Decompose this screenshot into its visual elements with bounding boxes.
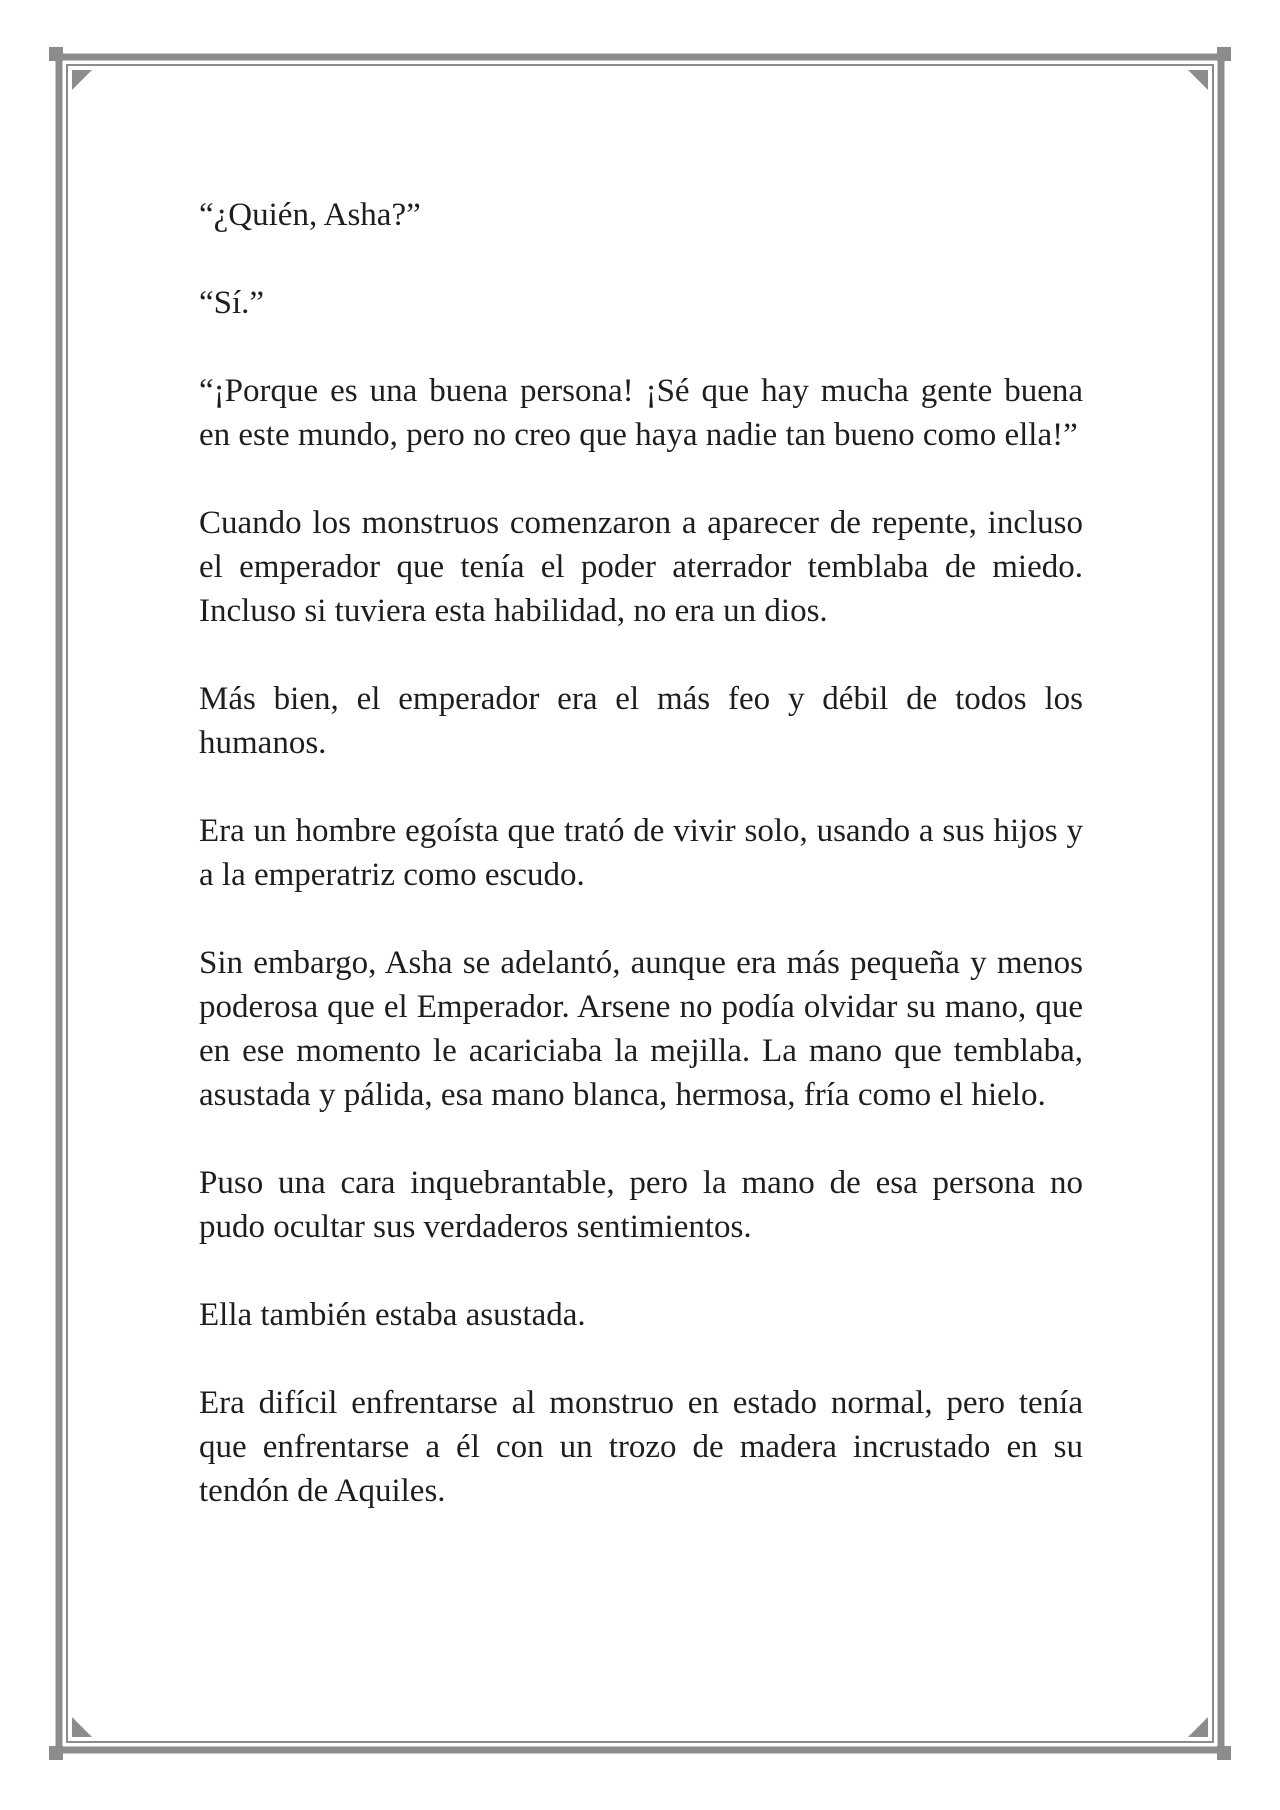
- paragraph-5: Más bien, el emperador era el más feo y débil de todos los humanos.: [199, 681, 1083, 761]
- paragraph-4: Cuando los monstruos comenzaron a aparecer de repente, incluso el emperador que tenía el poder aterrador temblaba de miedo. Incluso si tuviera esta habilidad, no era un dios.: [199, 505, 1083, 629]
- paragraph-9: Ella también estaba asustada.: [199, 1297, 586, 1333]
- corner-square-top-left: [49, 47, 63, 61]
- paragraph-6: Era un hombre egoísta que trató de vivir solo, usando a sus hijos y a la emperatriz como escudo.: [199, 813, 1083, 893]
- paragraph-2: “Sí.”: [199, 285, 265, 321]
- corner-triangle-bottom-left: [72, 1717, 92, 1737]
- corner-square-top-right: [1217, 47, 1231, 61]
- document-body: [199, 193, 1083, 1513]
- paragraph-1: “¿Quién, Asha?”: [199, 197, 421, 233]
- corner-square-bottom-left: [49, 1746, 63, 1760]
- corner-triangle-top-right: [1188, 70, 1208, 90]
- corner-triangle-top-left: [72, 70, 92, 90]
- paragraph-10: Era difícil enfrentarse al monstruo en estado normal, pero tenía que enfrentarse a él con un trozo de madera incrustado en su tendón de Aquiles.: [199, 1385, 1083, 1509]
- paragraph-7: Sin embargo, Asha se adelantó, aunque era más pequeña y menos poderosa que el Emperador. Arsene no podía olvidar su mano, que en ese momento le acariciaba la mejilla. La mano que temblaba, asustada y pálida, esa mano blanca, hermosa, fría como el hielo.: [199, 945, 1083, 1113]
- corner-triangle-bottom-right: [1188, 1717, 1208, 1737]
- paragraph-3: “¡Porque es una buena persona! ¡Sé que hay mucha gente buena en este mundo, pero no creo que haya nadie tan bueno como ella!”: [199, 373, 1083, 453]
- corner-square-bottom-right: [1217, 1746, 1231, 1760]
- paragraph-8: Puso una cara inquebrantable, pero la mano de esa persona no pudo ocultar sus verdaderos sentimientos.: [199, 1165, 1083, 1245]
